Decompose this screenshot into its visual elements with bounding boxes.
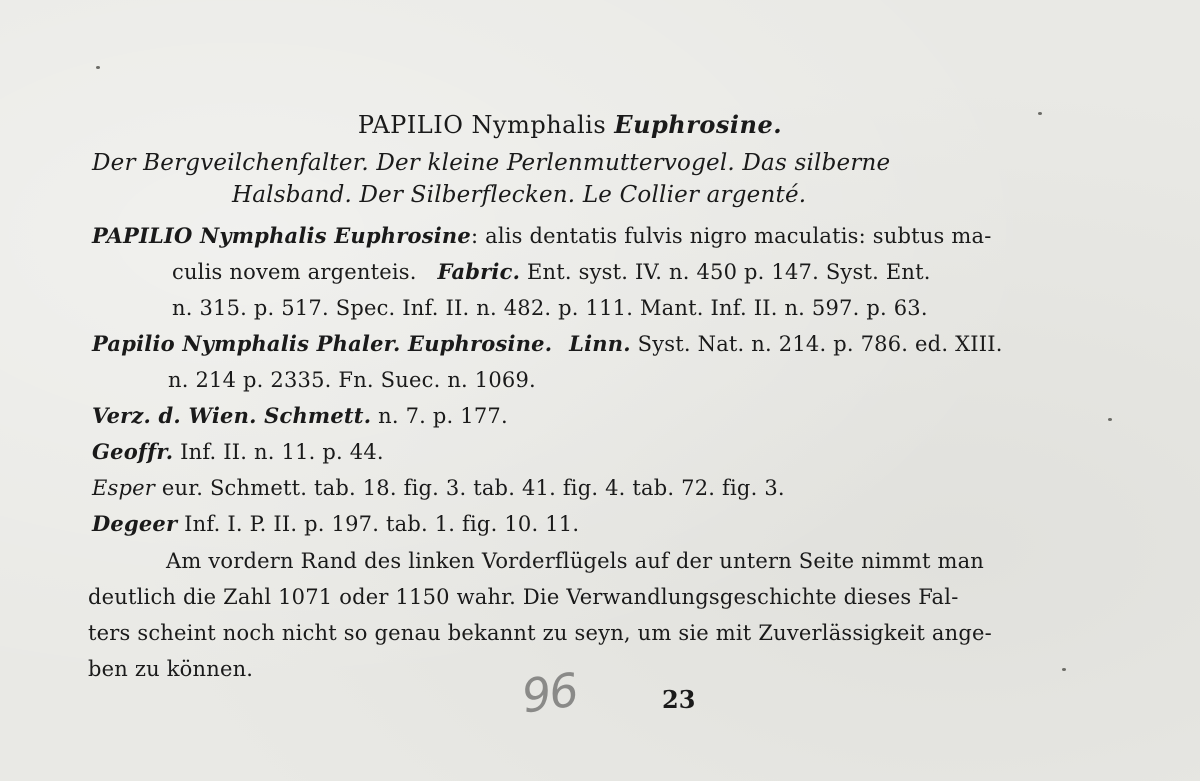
reference-wien-text: n. 7. p. 177. <box>378 404 508 428</box>
reference-fabricius-name: PAPILIO Nymphalis Euphrosine <box>92 223 471 248</box>
reference-wien <box>92 403 508 429</box>
reference-esper-name: Esper <box>92 476 156 500</box>
reference-linnaeus-line-2: n. 214 p. 2335. Fn. Suec. n. 1069. <box>168 368 536 392</box>
reference-degeer-text: Inf. I. P. II. p. 197. tab. 1. fig. 10. 11. <box>184 512 580 536</box>
title-species: Euphrosine. <box>614 110 783 139</box>
reference-linnaeus-line-1 <box>92 331 1003 357</box>
page-number: 23 <box>662 685 696 714</box>
reference-fabricius-description: : alis dentatis fulvis nigro maculatis: subtus ma- <box>470 224 992 248</box>
title-group: Nymphalis <box>471 111 607 139</box>
paragraph-line-1: Am vordern Rand des linken Vorderflügels auf der untern Seite nimmt man <box>166 549 985 573</box>
reference-geoffroy <box>92 439 384 465</box>
reference-degeer-name: Degeer <box>92 511 178 536</box>
reference-degeer <box>92 511 579 537</box>
reference-fabricius-text-a: culis novem argenteis. <box>172 260 417 284</box>
reference-fabricius-author: Fabric. <box>437 259 521 284</box>
common-names-line-2: Halsband. Der Silberflecken. Le Collier argenté. <box>232 182 807 208</box>
reference-geoffroy-name: Geoffr. <box>92 439 174 464</box>
paper-speck <box>1108 418 1112 421</box>
common-names-line-1: Der Bergveilchenfalter. Der kleine Perlenmuttervogel. Das silberne <box>92 150 891 176</box>
reference-linnaeus-name: Papilio Nymphalis Phaler. Euphrosine. <box>92 331 553 356</box>
handwritten-note: 96 <box>518 662 581 724</box>
reference-fabricius-line-3: n. 315. p. 517. Spec. Inf. II. n. 482. p. 111. Mant. Inf. II. n. 597. p. 63. <box>172 296 928 320</box>
reference-linnaeus-text: Syst. Nat. n. 214. p. 786. ed. XIII. <box>637 332 1003 356</box>
paragraph-line-2: deutlich die Zahl 1071 oder 1150 wahr. Die Verwandlungsgeschichte dieses Fal- <box>88 585 959 609</box>
title-genus: PAPILIO <box>357 111 464 139</box>
reference-fabricius-text-b: Ent. syst. IV. n. 450 p. 147. Syst. Ent. <box>526 260 931 284</box>
reference-geoffroy-text: Inf. II. n. 11. p. 44. <box>180 440 384 464</box>
paragraph-line-4: ben zu können. <box>88 657 254 681</box>
reference-esper <box>92 475 785 501</box>
reference-fabricius-line-1 <box>92 223 992 249</box>
reference-esper-text: eur. Schmett. tab. 18. fig. 3. tab. 41. fig. 4. tab. 72. fig. 3. <box>161 476 785 500</box>
reference-linnaeus-author: Linn. <box>569 331 631 356</box>
paragraph-line-3: ters scheint noch nicht so genau bekannt zu seyn, um sie mit Zuverlässigkeit ange- <box>88 621 992 645</box>
paper-speck <box>1062 668 1066 671</box>
reference-wien-name: Verz. d. Wien. Schmett. <box>92 403 372 428</box>
reference-fabricius-line-2 <box>172 259 931 285</box>
paper-speck <box>96 66 100 69</box>
paper-speck <box>1038 112 1042 115</box>
page-title <box>0 112 1140 138</box>
